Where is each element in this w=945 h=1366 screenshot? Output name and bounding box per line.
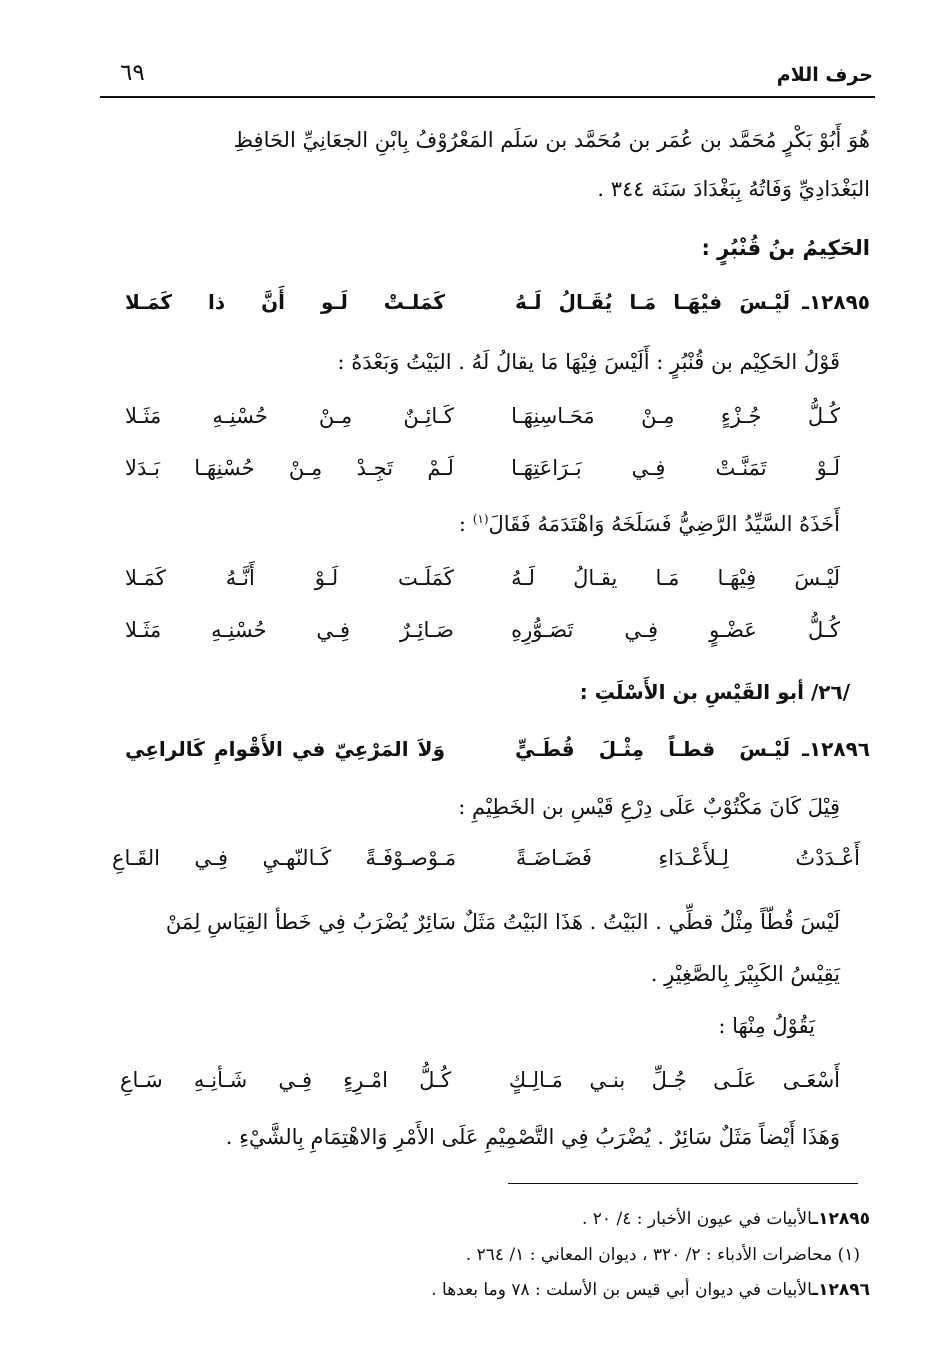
poet-heading-1: الحَكِيمُ بنُ قُنْبُرٍ :	[701, 236, 870, 260]
footnote-text: الأبيات في ديوان أبي قيس بن الأسلت : ٧٨ وما بعدها .	[431, 1280, 813, 1300]
entry-12896-final: وَهَذَا أَيْضاً مَثَلٌ سَائِرٌ . يُضْرَبُ فِي التَّصْمِيْمِ عَلَى الأَمْرِ وَالاهْتِمَامِ بِالشَّيْءِ .	[225, 1125, 840, 1149]
verse-first-hemistich: لَيْـسَ فِيْهَـا مَـا يقـالُ لَـهُ	[511, 566, 840, 590]
verse-line	[125, 566, 840, 602]
verse-second-hemistich: كَمَلَـت لَـوْ أَنَّـهُ كَمَـلا	[125, 566, 454, 590]
entry-12895-verse	[125, 290, 870, 326]
footnote-ref: (١)	[472, 512, 489, 526]
note-tail: :	[458, 512, 473, 536]
footnote-text: محاضرات الأدباء : ٢/ ٣٢٠ ، ديوان المعاني : ١/ ٢٦٤ .	[465, 1245, 838, 1265]
footnote	[100, 1209, 870, 1229]
verse-first-hemistich: لَيْـسَ فيْهَـا مَـا يُقَـالُ لَـهُ	[515, 290, 790, 314]
entry-12896-verse	[125, 737, 870, 773]
verse-first-hemistich: أَسْعَـى عَلَـى جُـلِّ بنـي مَـالِـكٍ	[508, 1068, 840, 1092]
entry-12896-comment-1: لَيْسَ قُطّاً مِثْلُ قطِّي . البَيْتُ . هَذَا البَيْتُ مَثَلٌ سَائِرٌ يُضْرَبُ فِي خَطأ القِيَاسِ لِمَنْ	[165, 910, 840, 934]
entry-12896-intro: قِيْلَ كَانَ مَكْتُوْبٌ عَلَى دِرْعِ قَيْسِ بن الخَطِيْمِ :	[458, 795, 840, 819]
verse-line	[120, 1068, 840, 1104]
entry-number: ١٢٨٩٦ـ	[802, 737, 870, 761]
intro-line-1: هُوَ أَبُوْ بَكْرٍ مُحَمَّد بن عُمَر بن مُحَمَّد بن سَلَم المَعْرُوْفُ بِابْنِ الجعَانِيِّ الحَافِظِ	[233, 128, 870, 152]
entry-12896-says: يَقُوْلُ مِنْهَا :	[718, 1014, 815, 1038]
verse-line	[125, 404, 840, 440]
header-rule	[100, 96, 875, 98]
verse-first-hemistich: لَيْـسَ قطـاً مِثْـلَ قُطَـيٍّ	[515, 737, 790, 761]
verse-first-hemistich: كُـلُّ عَضْـوٍ فِـي تَصَـوُّرِهِ	[511, 618, 840, 642]
verse-second-hemistich: كَمَلـتْ لَـو أَنَّ ذا كَمَـلا	[125, 290, 445, 314]
verse-second-hemistich: كَـائِـنٌ مِـنْ حُسْنِـهِ مَثَـلا	[125, 404, 454, 428]
footnote	[100, 1245, 860, 1265]
page-number: ٦٩	[120, 60, 145, 86]
verse-line	[125, 618, 840, 654]
entry-12896-comment-2: يَقِيْسُ الكَبِيْرَ بِالصَّغِيْرِ .	[650, 962, 840, 986]
entry-number: ١٢٨٩٥ـ	[802, 290, 870, 314]
verse-first-hemistich: لَـوْ تَمَنَّـتْ فِـي بَـرَاعَتِهَـا	[511, 456, 840, 480]
note-text: أَخَذَهُ السَّيِّدُ الرَّضِيُّ فَسَلَخَهُ وَاهْتَدَمَهُ فَقَالَ	[488, 512, 840, 536]
page-header	[100, 60, 873, 90]
verse-first-hemistich: كُـلُّ جُـزْءٍ مِـنْ مَحَـاسِنِهَـا	[511, 404, 840, 428]
verse-first-hemistich: أَعْـدَدْتُ لِـلأَعْـدَاءِ فَضَـاضَـةً	[515, 846, 860, 870]
verse-line	[112, 846, 860, 882]
verse-second-hemistich: كُـلُّ امْـرِءٍ فِـي شَـأنِـهِ سَـاعِ	[120, 1068, 452, 1092]
footnote-number: (١)	[837, 1245, 860, 1265]
verse-second-hemistich: وَلاَ المَرْعِيّ في الأَقْوامِ كَالراعِي	[125, 737, 445, 761]
intro-line-2: البَغْدَادِيِّ وَفَاتُهُ بِبَغْدَادَ سَنَة ٣٤٤ .	[597, 177, 870, 201]
footnote-text: الأبيات في عيون الأخبار : ٤/ ٢٠ .	[581, 1209, 813, 1229]
footnote-number: ١٢٨٩٥ـ	[812, 1209, 870, 1229]
poet-heading-2: /٢٦/ أبو القَيْسِ بن الأَسْلَتِ :	[579, 680, 850, 704]
verse-second-hemistich: مَـوْصـوْفَـةً كَـالنّهـيِ فِـي القَـاعِ	[112, 846, 457, 870]
entry-12895-note	[112, 512, 840, 536]
entry-12895-intro: قَوْلُ الحَكِيْم بن قُنْبُرٍ : أَلَيْسَ فِيْهَا مَا يقالُ لَهُ . البَيْتُ وَبَعْدَهُ :	[337, 350, 840, 374]
verse-second-hemistich: لَـمْ تَجِـدْ مِـنْ حُسْنِهَـا بَـدَلا	[125, 456, 454, 480]
footnote	[100, 1280, 870, 1300]
footnote-rule	[508, 1183, 858, 1184]
verse-second-hemistich: صَـائِـرٌ فِـي حُسْنِـهِ مَثَـلا	[125, 618, 454, 642]
footnote-number: ١٢٨٩٦ـ	[812, 1280, 870, 1300]
section-title: حرف اللام	[776, 64, 873, 86]
verse-line	[125, 456, 840, 492]
